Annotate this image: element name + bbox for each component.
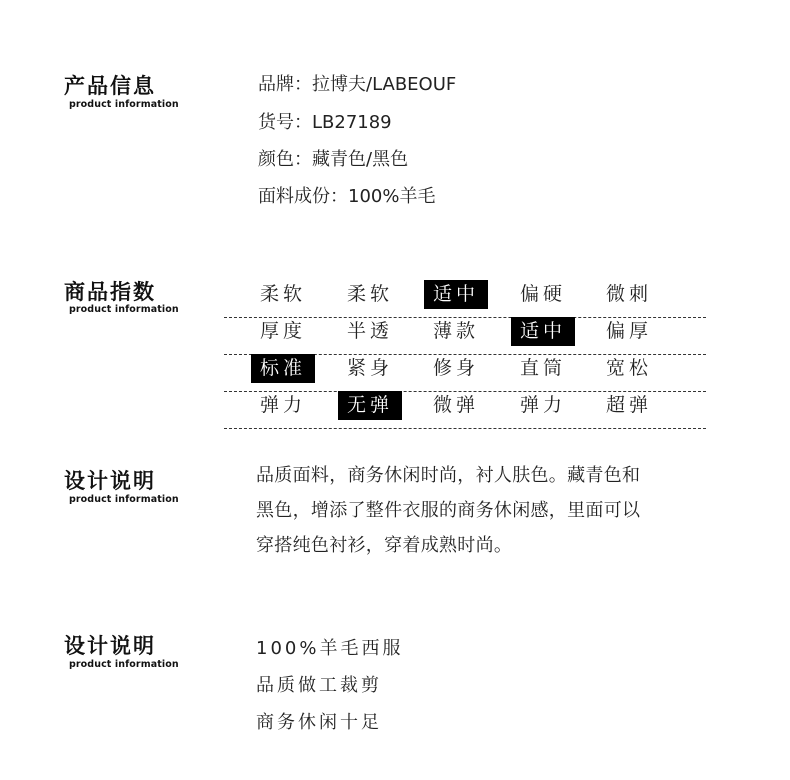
index-cell: 超弹	[605, 394, 652, 416]
index-cell: 弹力	[259, 394, 306, 416]
section-subtitle-design-1: product information	[69, 494, 179, 505]
index-cell-selected: 标准	[251, 354, 315, 383]
index-cell: 偏硬	[519, 283, 566, 305]
feature-item: 品质做工裁剪	[256, 675, 382, 696]
index-cell: 厚度	[259, 320, 306, 342]
info-material: 面料成份：100%羊毛	[258, 186, 436, 207]
index-row	[224, 317, 706, 355]
index-cell: 半透	[346, 320, 393, 342]
design-description	[256, 458, 716, 563]
info-color: 颜色：藏青色/黑色	[258, 149, 409, 170]
feature-item: 商务休闲十足	[256, 712, 382, 733]
index-cell: 微弹	[432, 394, 479, 416]
index-cell: 偏厚	[605, 320, 652, 342]
section-subtitle-product-index: product information	[69, 304, 179, 315]
section-subtitle-product-info: product information	[69, 99, 179, 110]
design-line: 穿搭纯色衬衫，穿着成熟时尚。	[256, 535, 513, 556]
section-title-product-index: 商品指数	[64, 280, 156, 304]
index-row	[224, 354, 706, 392]
info-item-number: 货号：LB27189	[258, 112, 392, 133]
index-cell-selected: 无弹	[338, 391, 402, 420]
design-line: 品质面料，商务休闲时尚，衬人肤色。藏青色和	[256, 465, 641, 486]
index-cell: 宽松	[605, 357, 652, 379]
index-cell: 直筒	[519, 357, 566, 379]
index-cell: 微刺	[605, 283, 652, 305]
index-row	[224, 280, 706, 318]
index-cell-selected: 适中	[424, 280, 488, 309]
section-title-design-1: 设计说明	[64, 469, 156, 493]
index-cell: 紧身	[346, 357, 393, 379]
info-brand: 品牌：拉博夫/LABEOUF	[258, 74, 457, 95]
design-line: 黑色，增添了整件衣服的商务休闲感，里面可以	[256, 500, 641, 521]
index-cell: 柔软	[346, 283, 393, 305]
section-title-design-2: 设计说明	[64, 634, 156, 658]
index-cell: 弹力	[519, 394, 566, 416]
section-title-product-info: 产品信息	[64, 74, 156, 98]
index-cell-selected: 适中	[511, 317, 575, 346]
index-cell: 薄款	[432, 320, 479, 342]
section-subtitle-design-2: product information	[69, 659, 179, 670]
feature-item: 100%羊毛西服	[256, 638, 404, 659]
index-cell: 修身	[432, 357, 479, 379]
index-cell: 柔软	[259, 283, 306, 305]
index-row	[224, 391, 706, 429]
